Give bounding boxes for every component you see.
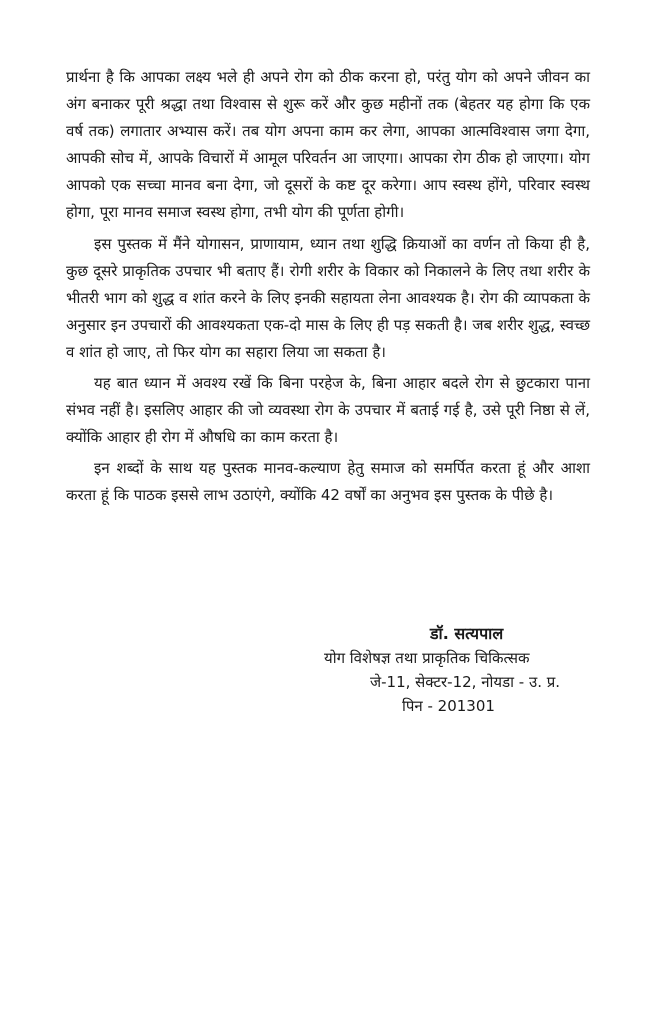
author-name: डॉ. सत्यपाल <box>430 624 504 643</box>
paragraph-4: इन शब्दों के साथ यह पुस्तक मानव-कल्याण हेतु समाज को समर्पित करता हूं और आशा करता हूं कि पाठक इससे लाभ उठाएंगे, क्योंकि 42 वर्षों का अनुभव इस पुस्तक के पीछे है। <box>66 459 590 505</box>
body-text <box>66 64 590 514</box>
signature-block <box>318 622 618 718</box>
author-title: योग विशेषज्ञ तथा प्राकृतिक चिकित्सक <box>324 649 530 667</box>
paragraph-1: प्रार्थना है कि आपका लक्ष्य भले ही अपने रोग को ठीक करना हो, परंतु योग को अपने जीवन का अंग बनाकर पूरी श्रद्धा तथा विश्वास से शुरू करें और कुछ महीनों तक (बेहतर यह होगा कि एक वर्ष तक) लगातार अभ्यास करें। तब योग अपना काम कर लेगा, आपका आत्मविश्वास जगा देगा, आपकी सोच में, आपके विचारों में आमूल परिवर्तन आ जाएगा। आपका रोग ठीक हो जाएगा। योग आपको एक सच्चा मानव बना देगा, जो दूसरों के कष्ट दूर करेगा। आप स्वस्थ होंगे, परिवार स्वस्थ होगा, पूरा मानव समाज स्वस्थ होगा, तभी योग की पूर्णता होगी। <box>66 68 590 222</box>
author-address: जे-11, सेक्टर-12, नोयडा - उ. प्र. <box>370 673 561 691</box>
paragraph-2: इस पुस्तक में मैंने योगासन, प्राणायाम, ध्यान तथा शुद्धि क्रियाओं का वर्णन तो किया ही है, कुछ दूसरे प्राकृतिक उपचार भी बताए हैं। रोगी शरीर के विकार को निकालने के लिए तथा शरीर के भीतरी भाग को शुद्ध व शांत करने के लिए इनकी सहायता लेना आवश्यक है। रोग की व्यापकता के अनुसार इन उपचारों की आवश्यकता एक-दो मास के लिए ही पड़ सकती है। जब शरीर शुद्ध, स्वच्छ व शांत हो जाए, तो फिर योग का सहारा लिया जा सकता है। <box>66 234 590 361</box>
paragraph-3: यह बात ध्यान में अवश्य रखें कि बिना परहेज के, बिना आहार बदले रोग से छुटकारा पाना संभव नहीं है। इसलिए आहार की जो व्यवस्था रोग के उपचार में बताई गई है, उसे पूरी निष्ठा से लें, क्योंकि आहार ही रोग में औषधि का काम करता है। <box>66 374 590 447</box>
author-pin: पिन - 201301 <box>402 697 495 715</box>
